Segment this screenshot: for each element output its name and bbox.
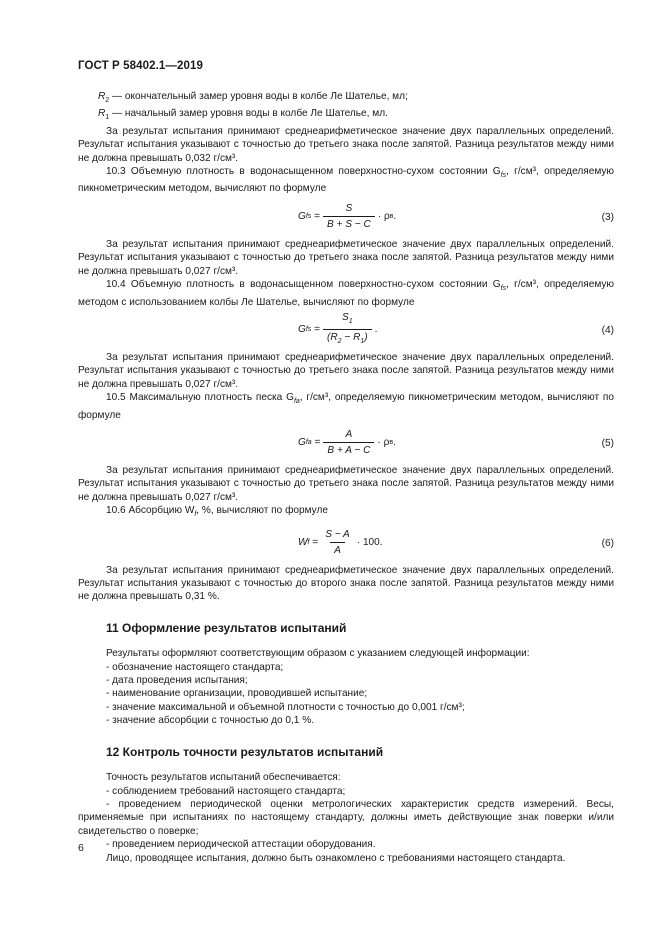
paragraph-10-5: 10.5 Максимальную плотность песка $G_{fa}$, г/см³, определяемую пикнометрическим методом, вычисляют по формуле	[78, 392, 614, 421]
list-item: - дата проведения испытания;	[106, 675, 248, 687]
list-item: - соблюдением требований настоящего стандарта;	[106, 785, 346, 797]
paragraph-10-3: 10.3 Объемную плотность в водонасыщенном поверхностно-сухом состоянии $G_{fs}$, г/см³, определяемую пикнометрическим методом, вычисляют по формуле	[78, 166, 614, 195]
formula-4: G fs = $\frac{S_1}{(R_2 - R_1)}$ . (4)	[78, 313, 614, 349]
paragraph-result-2: За результат испытания принимают среднеарифметическое значение двух параллельных определений. Результат испытания указывают с точностью до третьего знака после запятой. Разница результатов между ними не должна превышать 0,027 г/см³.	[78, 238, 614, 277]
paragraph-result-5: За результат испытания принимают среднеарифметическое значение двух параллельных определений. Результат испытания указывают с точностью до второго знака после запятой. Разница результатов между ними не должна превышать 0,31 %.	[78, 564, 614, 603]
document-body	[78, 90, 614, 865]
formula-number-3: (3)	[601, 211, 614, 223]
section-12-intro: Точность результатов испытаний обеспечивается:	[106, 772, 341, 784]
list-item: - проведением периодической оценки метрологических характеристик средств измерений. Весы, применяемые при испытаниях по настоящему стандарту, должны иметь действующие знак поверки и/или свидетельство о поверке;	[78, 798, 614, 837]
formula-number-6: (6)	[601, 537, 614, 549]
section-11-intro: Результаты оформляют соответствующим образом с указанием следующей информации:	[106, 648, 530, 660]
section-12-final: Лицо, проводящее испытания, должно быть ознакомлено с требованиями настоящего стандарта.	[106, 852, 566, 864]
list-item: - значение максимальной и объемной плотности с точностью до 0,001 г/см³;	[106, 701, 465, 713]
paragraph-result-4: За результат испытания принимают среднеарифметическое значение двух параллельных определений. Результат испытания указывают с точностью до третьего знака после запятой. Разница результатов между ними не должна превышать 0,027 г/см³.	[78, 464, 614, 503]
definition-r2: $R_2$ — окончательный замер уровня воды в колбе Ле Шателье, мл;	[98, 91, 408, 105]
definition-r1: $R_1$ — начальный замер уровня воды в колбе Ле Шателье, мл.	[98, 108, 388, 122]
formula-6: W f = $\frac{S - A}{A}$ · 100. (6)	[298, 528, 614, 557]
paragraph-result-3: За результат испытания принимают среднеарифметическое значение двух параллельных определений. Результат испытания указывают с точностью до третьего знака после запятой. Разница результатов между ними не должна превышать 0,027 г/см³.	[78, 351, 614, 390]
list-item: - проведением периодической аттестации оборудования.	[106, 839, 376, 851]
section-11-title: 11 Оформление результатов испытаний	[106, 620, 347, 635]
paragraph-10-6: 10.6 Абсорбцию $W_f$, %, вычисляют по формуле	[106, 505, 328, 519]
list-item: - наименование организации, проводившей испытание;	[106, 688, 368, 700]
formula-number-5: (5)	[601, 437, 614, 449]
paragraph-result-1: За результат испытания принимают среднеарифметическое значение двух параллельных определений. Результат испытания указывают с точностью до третьего знака после запятой. Разница результатов между ними не должна превышать 0,032 г/см³.	[78, 125, 614, 164]
list-item: - значение абсорбции с точностью до 0,1 %.	[106, 715, 315, 727]
page-number: 6	[78, 842, 84, 854]
section-12-title: 12 Контроль точности результатов испытаний	[106, 744, 384, 759]
formula-5: G fa = $\frac{A}{B + A - C}$ · ρ в . (5)	[298, 429, 614, 457]
standard-code: ГОСТ Р 58402.1—2019	[78, 60, 203, 72]
formula-number-4: (4)	[601, 324, 614, 336]
list-item: - обозначение настоящего стандарта;	[106, 661, 284, 673]
paragraph-10-4: 10.4 Объемную плотность в водонасыщенном поверхностно-сухом состоянии $G_{fs}$, г/см³, определяемую методом с использованием колбы Ле Шателье, вычисляют по формуле	[78, 279, 614, 308]
formula-3: G fs = $\frac{S}{B + S - C}$ · ρ в . (3)	[298, 202, 614, 231]
